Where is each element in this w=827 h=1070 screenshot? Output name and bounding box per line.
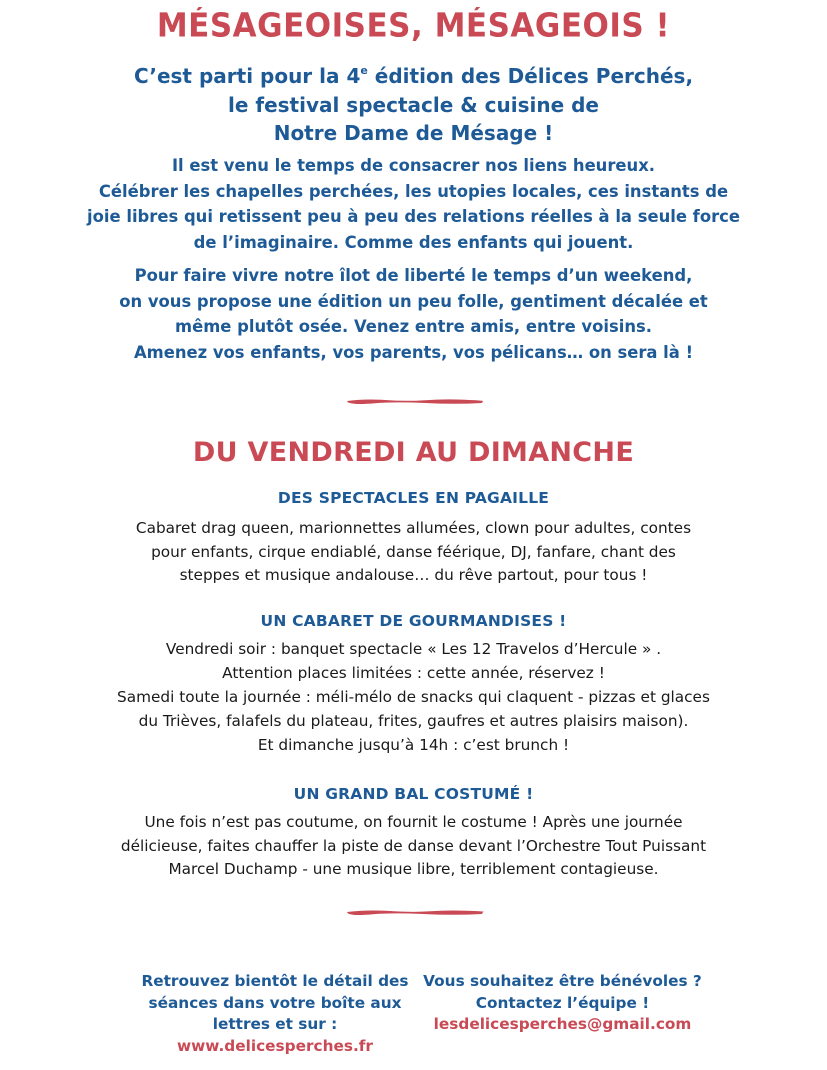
intro-block — [0, 62, 827, 148]
bal-heading: UN GRAND BAL COSTUMÉ ! — [293, 785, 534, 803]
footer-left-line: Retrouvez bientôt le détail des — [141, 972, 409, 990]
cabaret-saturday-line: du Trièves, falafels du plateau, frites, gaufres et autres plaisirs maison). — [138, 711, 689, 730]
bal-line: délicieuse, faites chauffer la piste de danse devant l’Orchestre Tout Puissant — [120, 836, 707, 855]
paragraph-1-line: de l’imaginaire. Comme des enfants qui jouent. — [193, 232, 634, 252]
cabaret-sunday: Et dimanche jusqu’à 14h : c’est brunch ! — [257, 736, 570, 754]
footer-left-line: séances dans votre boîte aux — [148, 993, 402, 1012]
website-link[interactable]: www.delicesperches.fr — [177, 1036, 373, 1055]
intro-line-1-post: édition des Délices Perchés, — [367, 64, 694, 88]
cabaret-saturday — [0, 686, 827, 733]
paragraph-1 — [0, 153, 827, 255]
footer-right-line: Vous souhaitez être bénévoles ? — [423, 972, 702, 990]
paragraph-2 — [0, 263, 827, 365]
cabaret-friday — [0, 638, 827, 685]
bal-line: Marcel Duchamp - une musique libre, terriblement contagieuse. — [168, 860, 659, 878]
paragraph-2-line: même plutôt osée. Venez entre amis, entre voisins. — [175, 317, 652, 336]
paragraph-1-line: joie libres qui retissent peu à peu des relations réelles à la seule force — [87, 207, 740, 226]
footer-left — [120, 971, 430, 1057]
bal-text — [0, 811, 827, 882]
spectacles-line: pour enfants, cirque endiablé, danse féérique, DJ, fanfare, chant des — [151, 542, 676, 561]
cabaret-friday-line: Attention places limitées : cette année, réservez ! — [222, 663, 605, 682]
paragraph-2-line: Pour faire vivre notre îlot de liberté le temps d’un weekend, — [134, 266, 693, 285]
intro-line-2: le festival spectacle & cuisine de — [227, 92, 599, 117]
footer-right-line: Contactez l’équipe ! — [475, 993, 650, 1012]
footer-left-line: lettres et sur : — [212, 1015, 338, 1033]
footer-right — [410, 971, 715, 1036]
spectacles-line: Cabaret drag queen, marionnettes allumées, clown pour adultes, contes — [135, 519, 692, 537]
paragraph-1-line: Célébrer les chapelles perchées, les utopies locales, ces instants de — [98, 181, 729, 201]
cabaret-friday-line: Vendredi soir : banquet spectacle « Les 12 Travelos d’Hercule » . — [165, 640, 662, 658]
intro-line-1-pre: C’est parti pour la 4 — [133, 64, 361, 88]
paragraph-2-line: Amenez vos enfants, vos parents, vos pélicans… on sera là ! — [133, 342, 694, 362]
paragraph-2-line: on vous propose une édition un peu folle, gentiment décalée et — [119, 291, 708, 311]
brush-divider — [345, 908, 485, 916]
section-title: DU VENDREDI AU DIMANCHE — [192, 437, 635, 468]
page-title: MÉSAGEOISES, MÉSAGEOIS ! — [156, 7, 671, 45]
spectacles-text — [0, 517, 827, 588]
intro-superscript: e — [360, 64, 368, 77]
cabaret-heading: UN CABARET DE GOURMANDISES ! — [260, 612, 567, 630]
spectacles-line: steppes et musique andalouse… du rêve partout, pour tous ! — [179, 566, 648, 584]
intro-line-3: Notre Dame de Mésage ! — [273, 121, 554, 145]
spectacles-heading: DES SPECTACLES EN PAGAILLE — [277, 489, 550, 507]
cabaret-saturday-line: Samedi toute la journée : méli-mélo de snacks qui claquent - pizzas et glaces — [117, 688, 710, 706]
bal-line: Une fois n’est pas coutume, on fournit le costume ! Après une journée — [144, 813, 683, 831]
brush-divider — [345, 397, 485, 405]
email-link[interactable]: lesdelicesperches@gmail.com — [433, 1015, 692, 1033]
paragraph-1-line: Il est venu le temps de consacrer nos liens heureux. — [171, 156, 656, 175]
intro-line-1 — [0, 62, 827, 91]
